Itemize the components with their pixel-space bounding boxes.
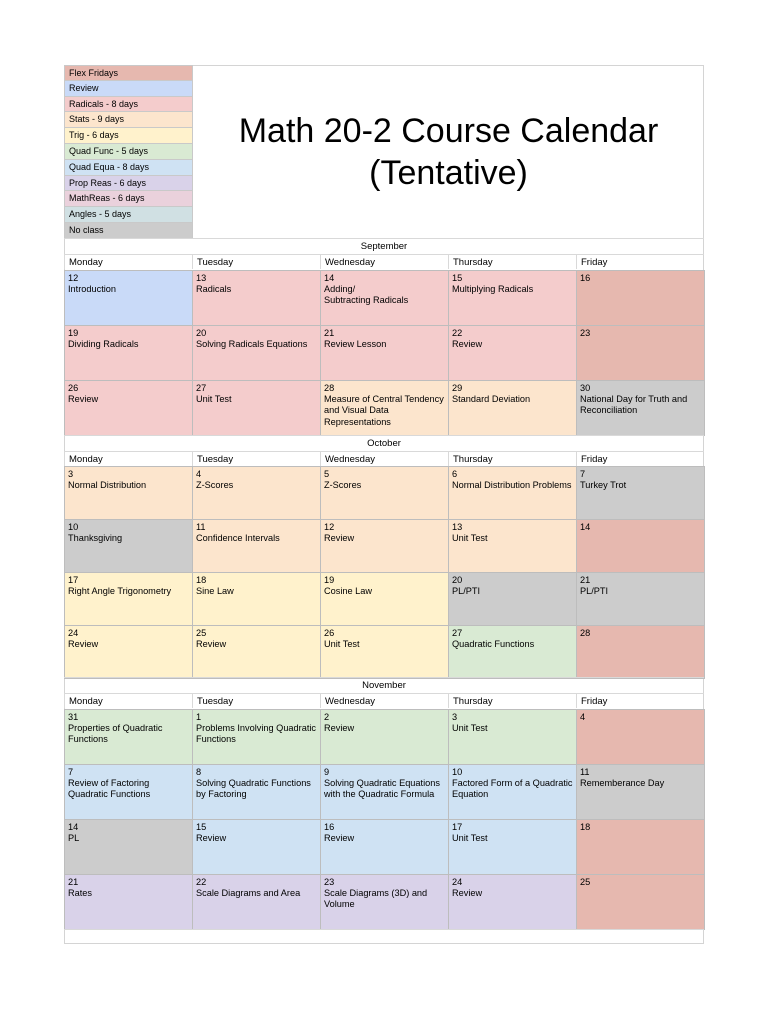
calendar-day-cell [320,709,449,765]
calendar-day-cell [192,572,321,626]
day-topic: Normal Distribution Problems [452,480,572,491]
weekday-header: Tuesday [192,693,320,708]
day-topic: Review [324,723,355,734]
calendar-day-cell [448,709,577,765]
day-number: 31 [68,712,79,722]
day-number: 17 [68,575,79,585]
legend-item: Angles - 5 days [64,207,193,223]
day-topic: Thanksgiving [68,533,123,544]
day-topic: Solving Radicals Equations [196,339,308,350]
page-title-line-2: (Tentative) [369,154,528,192]
calendar-day-cell [576,874,705,930]
calendar-day-cell [320,764,449,820]
day-number: 16 [580,273,591,283]
day-number: 30 [580,383,591,393]
calendar-day-cell [448,466,577,520]
day-topic: Properties of Quadratic Functions [68,723,163,745]
day-topic: Rates [68,888,93,899]
day-topic: Review [452,339,483,350]
calendar-day-cell [576,625,705,679]
day-topic: Measure of Central Tendency and Visual Data Representations [324,394,444,427]
weekday-header: Tuesday [192,451,320,466]
day-number: 4 [196,469,202,479]
calendar-day-cell [320,874,449,930]
calendar-day-cell [64,380,193,436]
day-topic: Right Angle Trigonometry [68,586,172,597]
legend-item: Radicals - 8 days [64,97,193,113]
day-number: 15 [452,273,463,283]
day-number: 23 [580,328,591,338]
legend-item: Quad Equa - 8 days [64,160,193,176]
day-topic: Factored Form of a Quadratic Equation [452,778,573,800]
day-topic: Unit Test [452,833,488,844]
calendar-day-cell [64,325,193,381]
day-number: 20 [196,328,207,338]
day-number: 7 [68,767,74,777]
legend-item: Flex Fridays [64,65,193,81]
day-topic: Review Lesson [324,339,387,350]
calendar-day-cell [576,270,705,326]
calendar-day-cell [192,819,321,875]
day-topic: Introduction [68,284,117,295]
day-number: 25 [196,628,207,638]
calendar-day-cell [64,270,193,326]
day-number: 27 [452,628,463,638]
calendar-day-cell [320,466,449,520]
calendar-day-cell [320,380,449,436]
weekday-header: Thursday [448,451,576,466]
day-number: 15 [196,822,207,832]
calendar-day-cell [64,572,193,626]
calendar-day-cell [448,625,577,679]
weekday-header: Tuesday [192,254,320,269]
day-number: 14 [580,522,591,532]
day-topic: Problems Involving Quadratic Functions [196,723,317,745]
day-topic: Unit Test [196,394,232,405]
day-topic: Solving Quadratic Equations with the Quadratic Formula [324,778,440,800]
day-number: 22 [196,877,207,887]
day-number: 12 [324,522,335,532]
day-number: 20 [452,575,463,585]
weekday-header: Wednesday [320,693,448,708]
legend-item: Quad Func - 5 days [64,144,193,160]
calendar-day-cell [448,519,577,573]
legend-item: Review [64,81,193,97]
day-number: 14 [68,822,79,832]
calendar-day-cell [64,819,193,875]
day-topic: Z-Scores [196,480,234,491]
calendar-day-cell [576,466,705,520]
calendar-day-cell [448,572,577,626]
day-number: 11 [196,522,206,532]
day-number: 7 [580,469,586,479]
day-topic: Dividing Radicals [68,339,139,350]
day-topic: Sine Law [196,586,234,597]
day-number: 26 [324,628,335,638]
calendar-day-cell [576,519,705,573]
legend-item: Stats - 9 days [64,112,193,128]
calendar-day-cell [320,325,449,381]
day-topic: Review [452,888,483,899]
day-topic: Rememberance Day [580,778,665,789]
day-number: 25 [580,877,591,887]
calendar-day-cell [64,764,193,820]
legend-item: Prop Reas - 6 days [64,176,193,192]
page-title [193,110,704,194]
day-number: 21 [580,575,591,585]
weekday-header: Friday [576,693,704,708]
calendar-day-cell [576,819,705,875]
calendar-day-cell [192,325,321,381]
day-topic: Review [196,639,227,650]
day-topic: Multiplying Radicals [452,284,534,295]
day-topic: Review [324,533,355,544]
calendar-day-cell [320,819,449,875]
weekday-header: Monday [64,451,192,466]
day-number: 18 [580,822,591,832]
calendar-day-cell [192,874,321,930]
day-topic: Radicals [196,284,232,295]
day-number: 13 [196,273,207,283]
weekday-header: Wednesday [320,254,448,269]
calendar-day-cell [192,519,321,573]
weekday-header: Monday [64,693,192,708]
day-topic: Cosine Law [324,586,373,597]
day-topic: National Day for Truth and Reconciliation [580,394,688,416]
day-topic: Review [196,833,227,844]
day-number: 2 [324,712,330,722]
day-number: 5 [324,469,330,479]
day-number: 18 [196,575,207,585]
calendar-day-cell [192,380,321,436]
calendar-day-cell [576,572,705,626]
day-number: 21 [324,328,335,338]
calendar-day-cell [448,380,577,436]
calendar-day-cell [64,466,193,520]
day-topic: Review [68,639,99,650]
day-topic: Standard Deviation [452,394,531,405]
weekday-header: Friday [576,254,704,269]
day-number: 10 [452,767,463,777]
legend-item: MathReas - 6 days [64,191,193,207]
day-topic: Review of Factoring Quadratic Functions [68,778,151,800]
calendar-day-cell [64,874,193,930]
calendar-day-cell [448,325,577,381]
calendar-day-cell [448,819,577,875]
day-topic: Review [68,394,99,405]
day-topic: Z-Scores [324,480,362,491]
calendar-day-cell [576,325,705,381]
day-number: 19 [324,575,335,585]
day-number: 14 [324,273,335,283]
calendar-day-cell [320,519,449,573]
day-topic: Normal Distribution [68,480,147,491]
day-number: 21 [68,877,79,887]
day-number: 23 [324,877,335,887]
day-number: 4 [580,712,586,722]
legend-item: Trig - 6 days [64,128,193,144]
day-number: 13 [452,522,463,532]
day-topic: Adding/ Subtracting Radicals [324,284,409,306]
page-title-line-1: Math 20-2 Course Calendar [238,112,659,150]
calendar-day-cell [64,625,193,679]
trailing-empty-row [64,929,704,944]
day-topic: Unit Test [452,533,488,544]
calendar-day-cell [192,625,321,679]
day-topic: PL [68,833,80,844]
day-number: 6 [452,469,458,479]
calendar-day-cell [448,270,577,326]
day-number: 28 [580,628,591,638]
day-number: 9 [324,767,330,777]
day-number: 1 [196,712,202,722]
month-label: October [64,435,704,451]
day-topic: Unit Test [452,723,488,734]
day-topic: Unit Test [324,639,360,650]
calendar-day-cell [320,270,449,326]
day-number: 28 [324,383,335,393]
day-number: 19 [68,328,79,338]
calendar-day-cell [192,466,321,520]
calendar-day-cell [64,709,193,765]
calendar-day-cell [448,874,577,930]
calendar-day-cell [192,709,321,765]
day-number: 12 [68,273,79,283]
weekday-header: Friday [576,451,704,466]
day-number: 11 [580,767,590,777]
legend-item: No class [64,223,193,239]
weekday-header: Thursday [448,693,576,708]
day-number: 27 [196,383,207,393]
day-number: 3 [68,469,74,479]
day-topic: Confidence Intervals [196,533,280,544]
calendar-day-cell [192,270,321,326]
day-topic: Scale Diagrams (3D) and Volume [324,888,428,910]
weekday-header: Monday [64,254,192,269]
calendar-day-cell [192,764,321,820]
day-number: 8 [196,767,202,777]
day-number: 16 [324,822,335,832]
legend [64,65,193,239]
calendar-day-cell [576,380,705,436]
day-number: 10 [68,522,79,532]
day-number: 29 [452,383,463,393]
day-number: 22 [452,328,463,338]
day-number: 24 [452,877,463,887]
weekday-header: Wednesday [320,451,448,466]
day-topic: Quadratic Functions [452,639,535,650]
day-topic: Scale Diagrams and Area [196,888,301,899]
day-topic: PL/PTI [580,586,609,597]
day-number: 17 [452,822,463,832]
calendar-day-cell [320,572,449,626]
day-number: 24 [68,628,79,638]
day-topic: Review [324,833,355,844]
day-number: 3 [452,712,458,722]
calendar-day-cell [576,709,705,765]
month-label: November [64,677,704,693]
day-topic: PL/PTI [452,586,481,597]
calendar-day-cell [64,519,193,573]
day-topic: Turkey Trot [580,480,627,491]
calendar-day-cell [576,764,705,820]
calendar-day-cell [448,764,577,820]
day-number: 26 [68,383,79,393]
weekday-header: Thursday [448,254,576,269]
month-label: September [64,238,704,254]
day-topic: Solving Quadratic Functions by Factoring [196,778,311,800]
calendar-day-cell [320,625,449,679]
